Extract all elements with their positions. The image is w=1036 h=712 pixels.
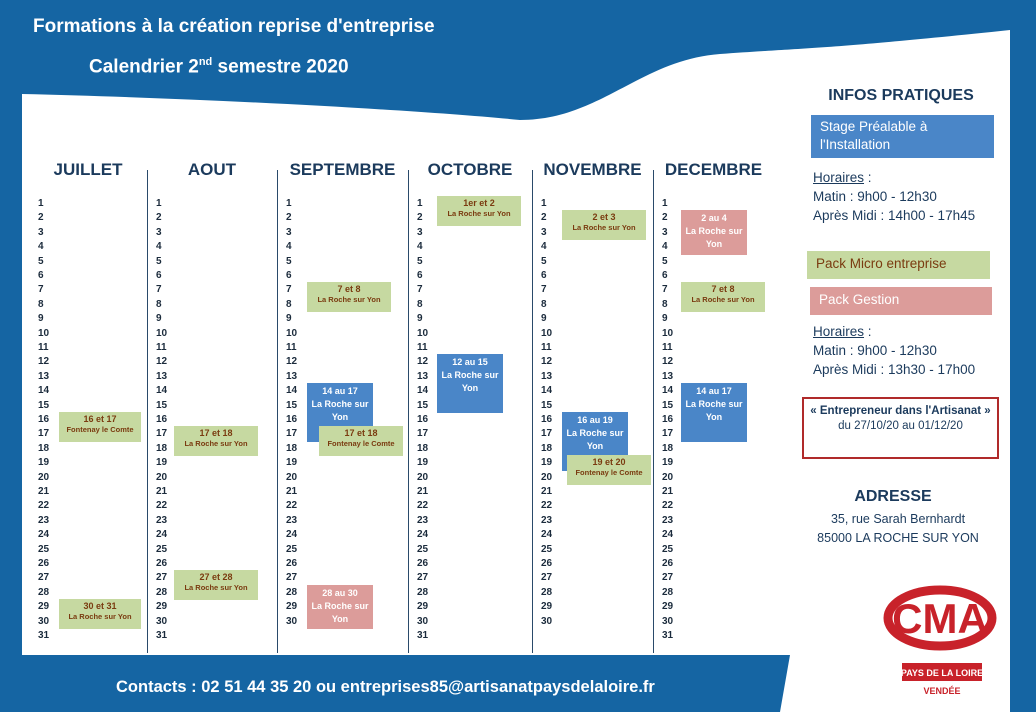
day-number: 11 [156, 342, 167, 353]
day-number: 13 [541, 370, 553, 382]
day-number: 4 [286, 241, 292, 253]
day-number: 16 [286, 414, 298, 425]
day-number: 25 [38, 543, 50, 555]
day-number: 31 [662, 630, 674, 641]
logo-letters: CMA [892, 595, 988, 642]
artisanat-title: « Entrepreneur dans l'Artisanat » [810, 405, 991, 417]
day-number: 22 [286, 500, 298, 512]
day-number: 7 [417, 284, 423, 296]
day-number: 5 [156, 255, 162, 267]
day-number: 20 [286, 471, 298, 483]
day-number: 16 [417, 414, 429, 425]
day-number: 28 [417, 586, 429, 598]
event-dates: 17 et 18 [199, 428, 233, 439]
day-number: 7 [662, 284, 668, 296]
day-number: 12 [156, 356, 168, 368]
event-block [681, 210, 747, 254]
day-number: 16 [38, 414, 50, 425]
day-number: 30 [286, 615, 298, 627]
event-block [174, 426, 258, 456]
day-number: 19 [286, 457, 298, 469]
day-number: 14 [662, 385, 674, 397]
day-number: 6 [662, 270, 668, 281]
day-number: 3 [417, 226, 423, 238]
event-dates: 7 et 8 [337, 284, 361, 295]
day-number: 13 [662, 370, 674, 382]
day-number: 30 [541, 615, 553, 627]
day-number: 2 [38, 212, 44, 224]
event-dates: 27 et 28 [199, 572, 233, 583]
event-place: La Roche sur Yon [68, 612, 132, 622]
day-number: 28 [38, 586, 50, 598]
event-block [437, 196, 521, 226]
day-number: 11 [541, 342, 552, 353]
day-number: 9 [156, 313, 162, 325]
day-number: 22 [156, 500, 168, 512]
day-number: 16 [541, 414, 553, 425]
day-number: 5 [38, 255, 44, 267]
day-number: 26 [417, 558, 429, 569]
day-number: 15 [417, 399, 429, 411]
day-number: 12 [286, 356, 298, 368]
day-number: 24 [156, 529, 168, 541]
day-number: 15 [662, 399, 674, 411]
day-number: 3 [662, 226, 668, 238]
day-number: 23 [286, 514, 298, 526]
day-number: 15 [541, 399, 553, 411]
event-dates: 12 au 15 [452, 357, 488, 368]
event-place: La Roche sur Yon [447, 209, 511, 218]
day-number: 29 [38, 601, 50, 613]
event-block [437, 354, 503, 413]
day-number: 15 [156, 399, 168, 411]
event-block [319, 426, 403, 456]
column-divider [277, 170, 278, 653]
event-place: La Roche sur Yon [685, 226, 743, 250]
day-number: 21 [662, 486, 674, 497]
day-number: 13 [156, 370, 168, 382]
month-header: AOUT [187, 160, 237, 179]
footer-contacts: Contacts : 02 51 44 35 20 ou entreprises85@artisanatpaysdelaloire.fr [116, 678, 655, 696]
day-number: 9 [541, 313, 547, 325]
day-number: 23 [38, 514, 50, 526]
event-block [307, 282, 391, 312]
day-number: 28 [156, 586, 168, 598]
day-number: 23 [156, 514, 168, 526]
event-dates: 28 au 30 [322, 587, 358, 598]
day-number: 1 [286, 198, 292, 209]
day-number: 26 [156, 558, 168, 569]
event-dates: 14 au 17 [696, 386, 732, 397]
day-number: 12 [38, 356, 50, 368]
event-block [681, 383, 747, 442]
day-number: 11 [662, 342, 673, 353]
day-number: 22 [38, 500, 50, 512]
day-number: 27 [417, 572, 429, 584]
day-number: 25 [286, 543, 298, 555]
column-divider [408, 170, 409, 653]
legend-pack-gestion: Pack Gestion [810, 287, 992, 315]
day-number: 18 [286, 442, 298, 454]
day-number: 6 [541, 270, 547, 281]
day-number: 5 [541, 255, 547, 267]
day-number: 10 [541, 327, 553, 339]
day-number: 13 [417, 370, 429, 382]
day-number: 9 [286, 313, 292, 325]
day-number: 2 [662, 212, 668, 224]
day-number: 7 [286, 284, 292, 296]
day-number: 6 [286, 270, 292, 281]
day-number: 1 [38, 198, 44, 209]
day-number: 24 [662, 529, 674, 541]
day-number: 8 [662, 298, 668, 310]
event-place: La Roche sur Yon [566, 428, 624, 451]
event-dates: 30 et 31 [83, 601, 117, 612]
day-number: 10 [286, 327, 298, 339]
day-number: 12 [662, 356, 674, 368]
day-number: 9 [417, 313, 423, 325]
day-number: 28 [662, 586, 674, 598]
day-number: 8 [156, 298, 162, 310]
day-number: 27 [662, 572, 674, 584]
day-number: 17 [417, 428, 429, 440]
day-number: 30 [662, 615, 674, 627]
day-number: 15 [38, 399, 50, 411]
day-number: 26 [541, 558, 553, 569]
day-number: 7 [38, 284, 44, 296]
day-number: 18 [417, 442, 429, 454]
month-header: SEPTEMBRE [289, 160, 396, 179]
day-number: 7 [541, 284, 547, 296]
artisanat-box [802, 397, 999, 459]
month-header: NOVEMBRE [543, 160, 642, 179]
event-block [681, 282, 765, 312]
day-number: 30 [156, 615, 168, 627]
day-number: 20 [417, 471, 429, 483]
column-divider [653, 170, 654, 653]
day-number: 19 [541, 457, 553, 469]
day-number: 4 [541, 241, 547, 253]
event-dates: 2 et 3 [592, 212, 616, 223]
adresse: 35, rue Sarah Bernhardt 85000 LA ROCHE SUR YON [817, 512, 979, 545]
day-number: 30 [38, 615, 50, 627]
event-block [307, 585, 373, 629]
event-block [562, 210, 646, 240]
day-number: 1 [662, 198, 668, 209]
day-number: 9 [662, 313, 668, 325]
day-number: 13 [286, 370, 298, 382]
day-number: 21 [541, 486, 553, 497]
legend-pack-micro: Pack Micro entreprise [807, 251, 990, 279]
day-number: 4 [38, 241, 44, 253]
day-number: 5 [417, 255, 423, 267]
day-number: 20 [38, 471, 50, 483]
day-number: 10 [417, 327, 429, 339]
day-number: 12 [541, 356, 553, 368]
event-block [59, 412, 141, 442]
day-number: 29 [541, 601, 553, 613]
day-number: 18 [156, 442, 168, 454]
day-number: 28 [286, 586, 298, 598]
day-number: 2 [286, 212, 292, 224]
day-number: 18 [541, 442, 553, 454]
event-place: La Roche sur Yon [184, 439, 248, 449]
day-number: 11 [38, 342, 49, 353]
day-number: 14 [156, 385, 168, 397]
day-number: 24 [286, 529, 298, 541]
day-number: 3 [541, 226, 547, 238]
event-block [59, 599, 141, 629]
day-number: 1 [417, 198, 423, 209]
day-number: 2 [541, 212, 547, 224]
day-number: 28 [541, 586, 553, 598]
event-block [174, 570, 258, 600]
day-number: 4 [662, 241, 668, 253]
event-dates: 1er et 2 [463, 198, 495, 208]
day-number: 23 [662, 514, 674, 526]
event-place: Fontenay le Comte [327, 439, 395, 449]
day-number: 27 [541, 572, 553, 584]
day-number: 5 [662, 255, 668, 267]
day-number: 27 [286, 572, 298, 584]
day-number: 8 [38, 298, 44, 310]
month-header: OCTOBRE [427, 160, 513, 179]
day-number: 29 [417, 601, 429, 613]
day-number: 6 [38, 270, 44, 281]
day-number: 29 [156, 601, 168, 613]
day-number: 19 [662, 457, 674, 469]
event-place: La Roche sur Yon [317, 295, 381, 305]
day-number: 24 [38, 529, 50, 541]
day-number: 31 [156, 630, 168, 641]
day-number: 3 [38, 226, 44, 238]
day-number: 20 [156, 471, 168, 483]
day-number: 17 [38, 428, 50, 440]
column-divider [147, 170, 148, 653]
day-number: 2 [417, 212, 423, 224]
day-number: 23 [541, 514, 553, 526]
day-number: 22 [662, 500, 674, 512]
page-title: Formations à la création reprise d'entreprise [33, 16, 435, 37]
day-number: 30 [417, 615, 429, 627]
event-dates: 2 au 4 [701, 213, 727, 224]
day-number: 6 [156, 270, 162, 281]
horaires-pack: Horaires : Matin : 9h00 - 12h30 Après Midi : 13h30 - 17h00 [813, 324, 976, 377]
day-number: 27 [38, 572, 50, 584]
day-number: 20 [662, 471, 674, 483]
day-number: 3 [286, 226, 292, 238]
artisanat-dates: du 27/10/20 au 01/12/20 [838, 420, 963, 432]
day-number: 1 [541, 198, 547, 209]
day-number: 17 [156, 428, 168, 440]
day-number: 14 [286, 385, 298, 397]
logo-dept: VENDÉE [923, 686, 961, 696]
day-number: 14 [541, 385, 553, 397]
day-number: 21 [38, 486, 50, 497]
column-divider [532, 170, 533, 653]
day-number: 19 [38, 457, 50, 469]
horaires-stage: Horaires : Matin : 9h00 - 12h30 Après Midi : 14h00 - 17h45 [813, 170, 976, 223]
day-number: 26 [286, 558, 298, 569]
day-number: 25 [417, 543, 429, 555]
event-place: La Roche sur Yon [184, 583, 248, 593]
day-number: 12 [417, 356, 429, 368]
day-number: 13 [38, 370, 50, 382]
day-number: 11 [417, 342, 428, 353]
day-number: 1 [156, 198, 162, 209]
day-number: 10 [38, 327, 50, 339]
day-number: 8 [417, 298, 423, 310]
day-number: 18 [662, 442, 674, 454]
event-place: La Roche sur Yon [685, 399, 743, 423]
day-number: 2 [156, 212, 162, 224]
day-number: 21 [286, 486, 298, 497]
day-number: 11 [286, 342, 297, 353]
day-number: 26 [662, 558, 674, 569]
event-dates: 16 au 19 [577, 415, 613, 425]
day-number: 16 [156, 414, 168, 425]
day-number: 20 [541, 471, 553, 483]
day-number: 17 [541, 428, 553, 440]
day-number: 9 [38, 313, 44, 325]
day-number: 8 [541, 298, 547, 310]
day-number: 27 [156, 572, 168, 584]
event-place: Fontenay le Comte [575, 468, 643, 478]
day-number: 19 [156, 457, 168, 469]
page-subtitle: Calendrier 2nd semestre 2020 [89, 56, 349, 78]
event-dates: 17 et 18 [344, 428, 378, 439]
day-number: 19 [417, 457, 429, 469]
day-number: 24 [541, 529, 553, 541]
legend-stage-prealable: Stage Préalable à l'Installation [811, 115, 994, 158]
event-place: Fontenay le Comte [66, 425, 134, 434]
day-number: 10 [662, 327, 674, 339]
day-number: 18 [38, 442, 50, 454]
event-dates: 14 au 17 [322, 386, 358, 397]
day-number: 5 [286, 255, 292, 267]
event-dates: 19 et 20 [592, 457, 626, 468]
event-block [567, 455, 651, 485]
day-number: 21 [417, 486, 429, 497]
event-place: La Roche sur Yon [441, 370, 499, 394]
day-number: 22 [541, 500, 553, 512]
day-number: 25 [541, 543, 553, 555]
day-number: 24 [417, 529, 429, 541]
infos-heading: INFOS PRATIQUES [828, 87, 974, 104]
day-number: 21 [156, 486, 168, 497]
day-number: 4 [156, 241, 162, 253]
day-number: 31 [38, 630, 50, 641]
day-number: 31 [417, 630, 429, 641]
day-number: 4 [417, 241, 423, 253]
day-number: 22 [417, 500, 429, 512]
day-number: 15 [286, 399, 298, 411]
day-number: 14 [417, 385, 429, 397]
event-place: La Roche sur Yon [311, 399, 369, 423]
logo-region: PAYS DE LA LOIRE [900, 668, 984, 678]
event-dates: 7 et 8 [711, 284, 735, 295]
adresse-heading: ADRESSE [854, 488, 932, 505]
month-header: DECEMBRE [664, 160, 763, 179]
day-number: 29 [662, 601, 674, 613]
day-number: 17 [286, 428, 298, 440]
day-number: 7 [156, 284, 162, 296]
event-dates: 16 et 17 [83, 414, 117, 424]
day-number: 25 [156, 543, 168, 555]
day-number: 10 [156, 327, 168, 339]
day-number: 25 [662, 543, 674, 555]
event-place: La Roche sur Yon [691, 295, 755, 305]
day-number: 14 [38, 385, 50, 397]
day-number: 16 [662, 414, 674, 425]
day-number: 23 [417, 514, 429, 526]
day-number: 3 [156, 226, 162, 238]
day-number: 29 [286, 601, 298, 613]
day-number: 6 [417, 270, 423, 281]
day-number: 8 [286, 298, 292, 310]
month-header: JUILLET [53, 160, 123, 179]
day-number: 26 [38, 558, 50, 569]
cma-logo [880, 585, 1005, 700]
day-number: 17 [662, 428, 674, 440]
event-place: La Roche sur Yon [572, 223, 636, 233]
event-place: La Roche sur Yon [311, 600, 369, 624]
